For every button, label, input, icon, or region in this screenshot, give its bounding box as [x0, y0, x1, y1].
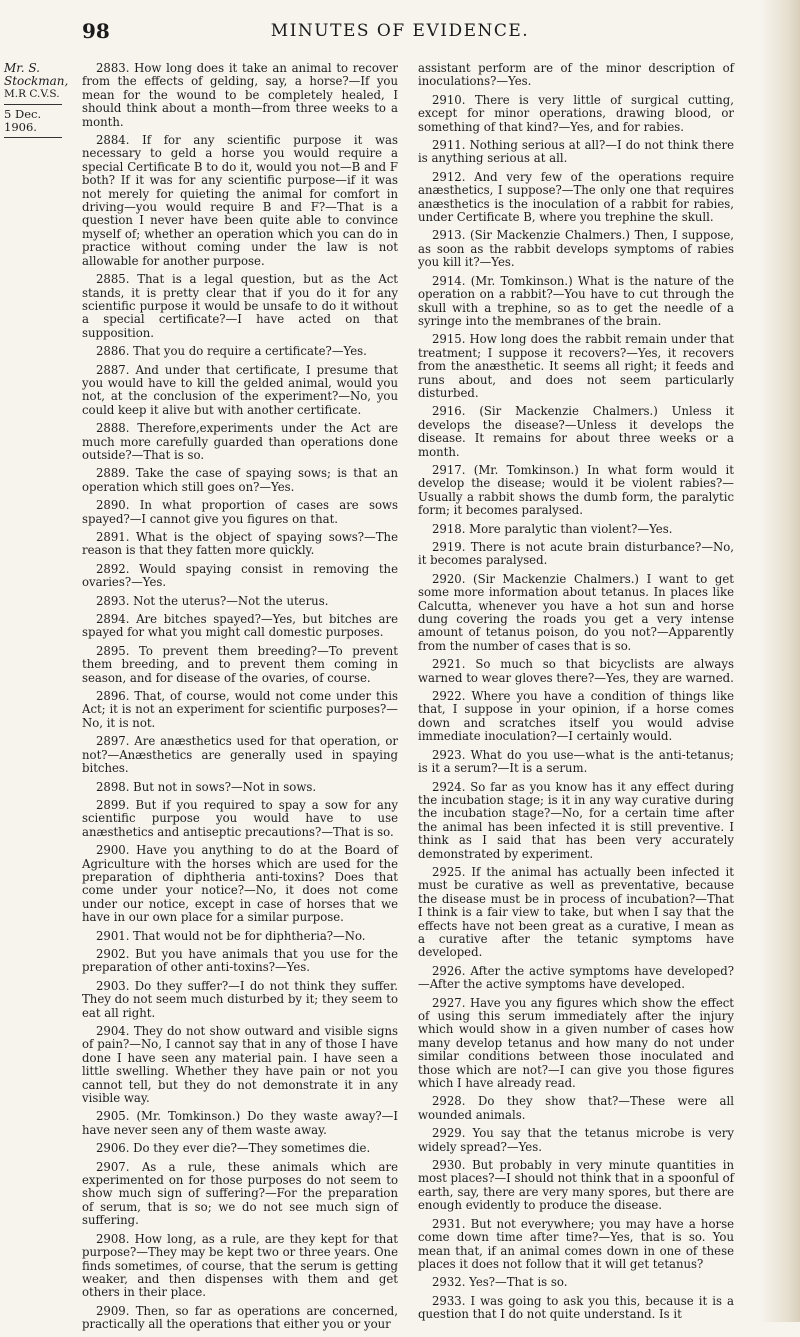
page-header: [0, 19, 800, 49]
testimony-paragraph: 2916. (Sir Mackenzie Chalmers.) Unless it develops the disease?—Unless it develops the disease. It remains for about three weeks or a month.: [418, 404, 734, 459]
testimony-paragraph: 2915. How long does the rabbit remain under that treatment; I suppose it recovers?—Yes, it recovers from the anæsthetic. It seems all right; it feeds and runs about, and does not seem particularly disturbed.: [418, 332, 734, 400]
page-edge-shadow: [760, 0, 800, 1322]
testimony-paragraph: 2913. (Sir Mackenzie Chalmers.) Then, I suppose, as soon as the rabbit develops symptoms of rabies you kill it?—Yes.: [418, 228, 734, 270]
testimony-paragraph: 2929. You say that the tetanus microbe is very widely spread?—Yes.: [418, 1126, 734, 1154]
testimony-paragraph: 2892. Would spaying consist in removing the ovaries?—Yes.: [82, 561, 398, 590]
testimony-paragraph: 2890. In what proportion of cases are sows spayed?—I cannot give you figures on that.: [82, 498, 398, 526]
testimony-paragraph: 2891. What is the object of spaying sows?—The reason is that they fatten more quickly.: [82, 530, 398, 558]
witness-margin-note: [4, 61, 69, 141]
testimony-paragraph: 2917. (Mr. Tomkinson.) In what form would it develop the disease; would it be violent rabies?—Usually a rabbit shows the dumb form, the paralytic form; it becomes paralysed.: [418, 462, 734, 518]
testimony-paragraph: 2888. Therefore,experiments under the Act are much more carefully guarded than operations done outside?—That is so.: [82, 421, 398, 462]
testimony-paragraph: 2893. Not the uterus?—Not the uterus.: [96, 593, 329, 608]
testimony-paragraph: 2903. Do they suffer?—I do not think they suffer. They do not seem much disturbed by it; they seem to eat all right.: [82, 978, 398, 1020]
testimony-paragraph: 2922. Where you have a condition of things like that, I suppose in your opinion, if a horse comes down and scratches itself you would advise immediate inoculation?—I certainly would.: [418, 689, 734, 744]
testimony-paragraph: 2889. Take the case of spaying sows; is that an operation which still goes on?—Yes.: [82, 466, 398, 494]
testimony-paragraph: 2910. There is very little of surgical cutting, except for minor operations, drawing blood, or something of that kind?—Yes, and for rabies.: [418, 92, 734, 134]
testimony-paragraph: 2921. So much so that bicyclists are always warned to wear gloves there?—Yes, they are warned.: [418, 657, 734, 685]
testimony-paragraph: 2899. But if you required to spay a sow for any scientific purpose you would have to use anæsthetics and antiseptic precautions?—That is so.: [82, 797, 398, 839]
left-column: [82, 62, 398, 1337]
testimony-paragraph: 2926. After the active symptoms have developed?—After the active symptoms have developed.: [418, 963, 734, 992]
testimony-paragraph: 2894. Are bitches spayed?—Yes, but bitches are spayed for what you might call domestic purposes.: [82, 612, 398, 640]
testimony-paragraph: 2905. (Mr. Tomkinson.) Do they waste away?—I have never seen any of them waste away.: [82, 1109, 398, 1137]
testimony-paragraph: 2886. That you do require a certificate?—Yes.: [96, 344, 367, 359]
testimony-paragraph: 2912. And very few of the operations require anæsthetics, I suppose?—The only one that requires anæsthetics is the inoculation of a rabbit for rabies, under Certificate B, where you trephine the skull.: [418, 169, 734, 225]
testimony-paragraph: 2901. That would not be for diphtheria?—No.: [96, 928, 366, 943]
testimony-paragraph: assistant perform are of the minor description of inoculations?—Yes.: [418, 61, 734, 89]
testimony-paragraph: 2906. Do they ever die?—They sometimes die.: [96, 1141, 371, 1156]
witness-qualification: M.R C.V.S.: [4, 88, 60, 100]
testimony-paragraph: 2898. But not in sows?—Not in sows.: [96, 779, 317, 794]
testimony-paragraph: 2895. To prevent them breeding?—To prevent them breeding, and to prevent them coming in season, and for disease of the ovaries, of course.: [82, 643, 398, 685]
testimony-paragraph: 2896. That, of course, would not come under this Act; it is not an experiment for scientific purposes?—No, it is not.: [82, 689, 398, 730]
testimony-paragraph: 2884. If for any scientific purpose it was necessary to geld a horse you would require a special Certificate B to do it, would you not—B and F both? If it was for any scientific purpose—if it was not merely for quieting the animal for comfort in driving—you would require B and F?—That is a question I never have been quite able to convince myself of; whether an operation which you can do in practice without coming under the law is not allowable for another purpose.: [82, 133, 398, 268]
testimony-paragraph: 2902. But you have animals that you use for the preparation of other anti-toxins?—Yes.: [82, 946, 398, 975]
testimony-paragraph: 2927. Have you any figures which show the effect of using this serum immediately after the injury which would show in a given number of cases how many develop tetanus and how many do not under similar conditions between those inoculated and those which are not?—I can give you those figures which I have already read.: [418, 995, 734, 1091]
testimony-paragraph: 2924. So far as you know has it any effect during the incubation stage; is it in any way curative during the incubation stage?—No, for a certain time after the animal has been infected it is still preventive. I think as I said that has been very accurately demonstrated by experiment.: [418, 779, 734, 861]
testimony-paragraph: 2914. (Mr. Tomkinson.) What is the nature of the operation on a rabbit?—You have to cut through the skull with a trephine, so as to get the needle of a syringe into the membranes of the brain.: [418, 273, 734, 328]
testimony-paragraph: 2931. But not everywhere; you may have a horse come down time after time?—Yes, that is so. You mean that, if an animal comes down in one of these places it does not follow that it will get tetanus?: [418, 1216, 734, 1271]
testimony-paragraph: 2923. What do you use—what is the anti-tetanus; is it a serum?—It is a serum.: [418, 747, 734, 776]
margin-rule: [4, 104, 62, 105]
testimony-paragraph: 2897. Are anæsthetics used for that operation, or not?—Anæsthetics are generally used in spaying bitches.: [82, 734, 398, 776]
testimony-paragraph: 2900. Have you anything to do at the Board of Agriculture with the horses which are used for the preparation of diphtheria anti-toxins? Does that come under your notice?—No, it does not come under our notice, except in case of horses that we have in our own place for a similar purpose.: [82, 843, 398, 925]
margin-rule: [4, 137, 62, 138]
page-number: 98: [82, 19, 110, 43]
testimony-paragraph: 2908. How long, as a rule, are they kept for that purpose?—They may be kept two or three years. One finds sometimes, of course, that the serum is getting weaker, and then dispenses with them and get others in their place.: [82, 1231, 398, 1300]
testimony-paragraph: 2933. I was going to ask you this, because it is a question that I do not quite understand. Is it: [418, 1293, 734, 1322]
testimony-paragraph: 2930. But probably in very minute quantities in most places?—I should not think that in a spoonful of earth, say, there are very many spores, but there are enough evidently to produce the disease.: [418, 1158, 734, 1213]
testimony-paragraph: 2887. And under that certificate, I presume that you would have to kill the gelded animal, would you not, at the conclusion of the experiment?—No, you could keep it alive but with another certificate.: [82, 362, 398, 417]
testimony-paragraph: 2904. They do not show outward and visible signs of pain?—No, I cannot say that in any of those I have done I have seen any material pain. I have seen a little swelling. Whether they have pain or not you cannot tell, but they do not demonstrate it in any visible way.: [82, 1024, 398, 1106]
testimony-paragraph: 2909. Then, so far as operations are concerned, practically all the operations that either you or your: [82, 1303, 398, 1332]
witness-name: Stockman,: [4, 74, 69, 88]
testimony-paragraph: 2928. Do they show that?—These were all wounded animals.: [418, 1094, 734, 1122]
testimony-paragraph: 2920. (Sir Mackenzie Chalmers.) I want to get some more information about tetanus. In places like Calcutta, whenever you have a hot sun and horse dung covering the roads you get a very intense amount of tetanus poison, do you not?—Apparently from the number of cases that is so.: [418, 571, 734, 653]
testimony-paragraph: 2919. There is not acute brain disturbance?—No, it becomes paralysed.: [418, 540, 734, 568]
testimony-paragraph: 2918. More paralytic than violent?—Yes.: [432, 521, 673, 536]
testimony-paragraph: 2932. Yes?—That is so.: [432, 1275, 568, 1290]
testimony-paragraph: 2883. How long does it take an animal to recover from the effects of gelding, say, a horse?—If you mean for the wound to be completely healed, I should think about a month—from three weeks to a month.: [82, 61, 398, 129]
running-title: MINUTES OF EVIDENCE.: [270, 21, 530, 41]
session-date: 5 Dec. 1906.: [4, 107, 42, 134]
witness-prefix: Mr. S.: [4, 61, 40, 75]
testimony-paragraph: 2885. That is a legal question, but as the Act stands, it is pretty clear that if you do it for any scientific purpose it would be unsafe to do it without a special certificate?—I have acted on that supposition.: [82, 272, 398, 340]
right-column: [418, 62, 734, 1327]
testimony-paragraph: 2925. If the animal has actually been infected it must be curative as well as preventative, because the disease must be in process of incubation?—That I think is a fair view to take, but when I say that the effects have not been great as a curative, I mean as a curative after the tetanic symptoms have developed.: [418, 864, 734, 960]
testimony-paragraph: 2907. As a rule, these animals which are experimented on for those purposes do not seem to show much sign of suffering?—For the preparation of serum, that is so; we do not see much sign of suffering.: [82, 1159, 398, 1228]
testimony-paragraph: 2911. Nothing serious at all?—I do not think there is anything serious at all.: [418, 138, 734, 166]
